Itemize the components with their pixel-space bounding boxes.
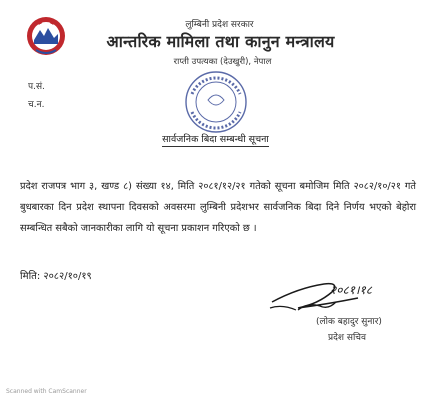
dispatch-number-label: च.न.	[28, 100, 45, 110]
scanner-watermark: Scanned with CamScanner	[6, 388, 87, 395]
notice-date: मिति: २०८२/१०/१९	[20, 271, 92, 282]
office-address: राप्ती उपत्यका (देउखुरी), नेपाल	[173, 57, 272, 67]
notice-subject	[0, 132, 431, 145]
notice-subject-text: सार्वजनिक बिदा सम्बन्धी सूचना	[162, 134, 269, 145]
letter-number-label: प.सं.	[28, 82, 45, 92]
signatory-title: प्रदेश सचिव	[328, 333, 367, 343]
government-name: लुम्बिनी प्रदेश सरकार	[185, 20, 254, 30]
signatory-name: (लोक बहादुर सुनार)	[316, 317, 382, 327]
ministry-name: आन्तरिक मामिला तथा कानुन मन्त्रालय	[106, 32, 335, 51]
office-stamp	[180, 66, 252, 138]
handwritten-date: २०८१।१८	[330, 283, 372, 297]
notice-body: प्रदेश राजपत्र भाग ३, खण्ड ८) संख्या १४, मिति २०८१/१२/२१ गतेको सूचना बमोजिम मिति २०८२/१०/२१ गते बुधबारका दिन प्रदेश स्थापना दिवसको अवसरमा लुम्बिनी प्रदेशभर सार्वजनिक बिदा दिने निर्णय भएको बेहोरा सम्बन्धित सबैको जानकारीका लागि यो सूचना प्रकाशन गरिएको छ ।	[20, 181, 416, 234]
